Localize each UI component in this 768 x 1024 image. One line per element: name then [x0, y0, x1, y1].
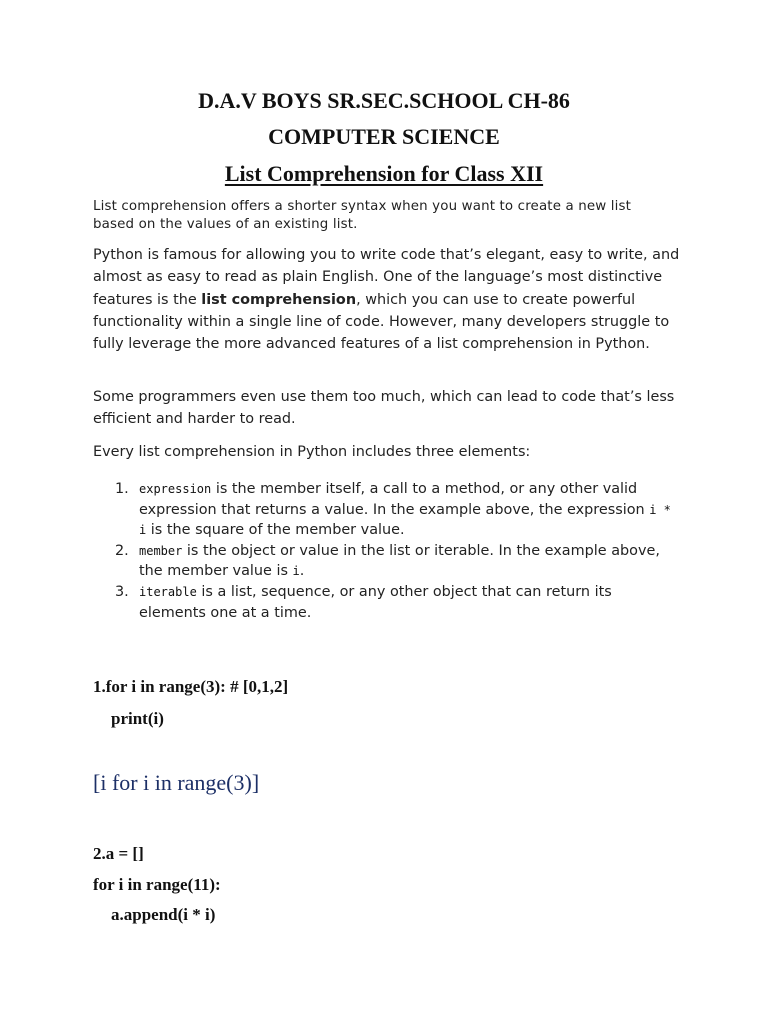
list-item [93, 541, 683, 582]
paragraph-text: Python is famous for allowing you to write code that’s elegant, easy to write, and almost as easy to read as plain English. One of the language’s most distinctive features is the [93, 247, 680, 308]
paragraph-three-elements: Every list comprehension in Python includes three elements: [93, 444, 531, 460]
code-term: i * i [139, 502, 671, 538]
code-term: expression [139, 482, 212, 496]
list-text: is the square of the member value. [146, 522, 405, 539]
example1-loop-line: 1.for i in range(3): # [0,1,2] [93, 677, 289, 696]
list-text: . [299, 563, 305, 580]
list-number: 2. [115, 542, 129, 559]
list-item [93, 582, 683, 623]
list-item [93, 479, 683, 541]
example2-append-line: a.append(i * i) [111, 905, 216, 924]
code-term: member [139, 543, 183, 558]
school-name: D.A.V BOYS SR.SEC.SCHOOL CH-86 [198, 88, 570, 113]
list-number: 1. [115, 481, 129, 497]
list-text: is a list, sequence, or any other object that can return its elements one at a time. [139, 583, 612, 621]
list-text: is the member itself, a call to a method, or any other valid expression that returns a value. In the example above, the expression [139, 481, 650, 518]
paragraph-text: , which you can use to create powerful functionality within a single line of code. However, many developers struggle to fully leverage the more advanced features of a list comprehension in Python. [93, 291, 670, 353]
code-term: iterable [139, 584, 197, 599]
list-number: 3. [115, 583, 129, 600]
paragraph-overuse: Some programmers even use them too much, which can lead to code that’s less efficient and harder to read. [93, 389, 675, 428]
intro-paragraph: List comprehension offers a shorter syntax when you want to create a new list based on the values of an existing list. [93, 199, 632, 232]
list-text: is the object or value in the list or iterable. In the example above, the member value is [139, 542, 660, 580]
bold-term: list comprehension [201, 291, 357, 308]
elements-list [93, 479, 683, 623]
subject-title: COMPUTER SCIENCE [268, 124, 500, 149]
example1-comprehension: [i for i in range(3)] [93, 770, 260, 795]
topic-title-text: List Comprehension for Class XII [224, 161, 544, 186]
example1-print-line: print(i) [111, 709, 164, 728]
topic-title [0, 161, 768, 187]
paragraph-python-famous [93, 244, 683, 355]
example2-init-line: 2.a = [] [93, 844, 144, 863]
example2-loop-line: for i in range(11): [93, 875, 221, 894]
code-term: i [292, 564, 300, 579]
